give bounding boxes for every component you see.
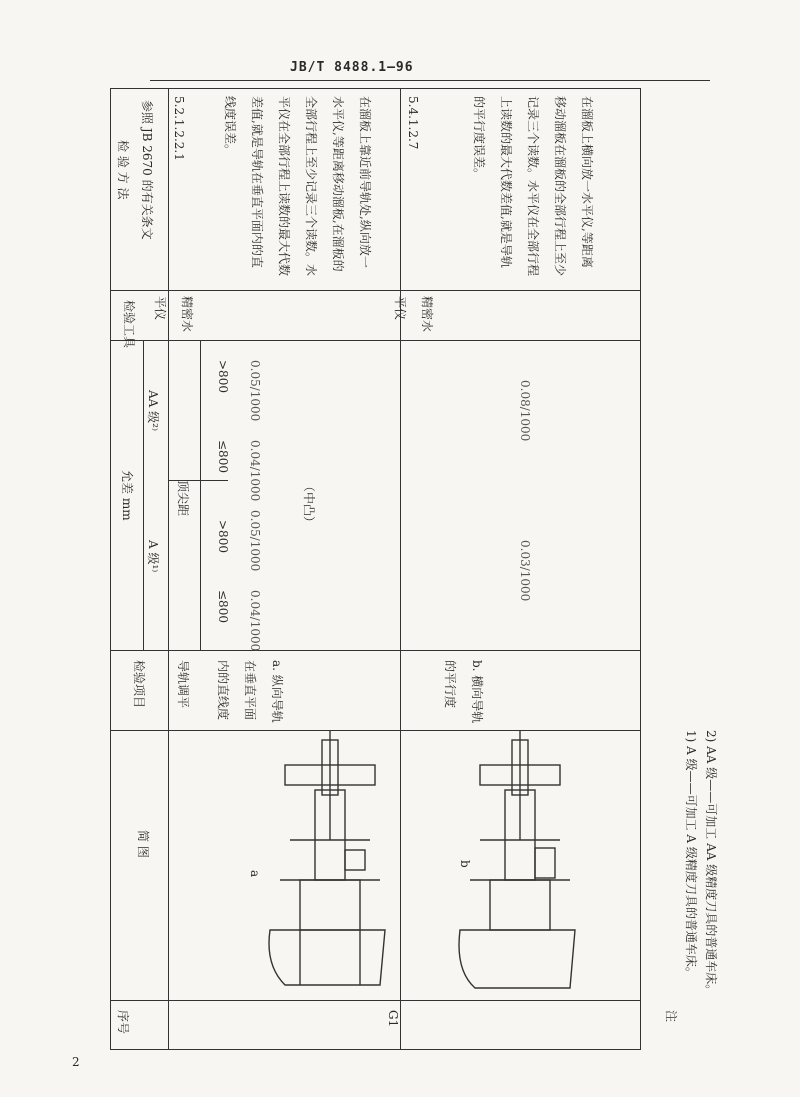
page-number: 2 bbox=[72, 1055, 80, 1069]
header-method-ref: 参照 JB 2670 的有关条文 bbox=[140, 100, 154, 240]
header-grade-a: A 级¹⁾ bbox=[146, 540, 160, 573]
method-a-ref: 5.2.1.2.2.1 bbox=[172, 96, 186, 161]
header-method: 检 验 方 法 bbox=[116, 140, 130, 200]
tol-a-le800: 0.04/1000 bbox=[248, 590, 262, 652]
header-le800-a: ≤800 bbox=[216, 590, 230, 623]
header-center-distance: 顶尖距 bbox=[176, 480, 190, 517]
method-a-text: 在溜板上靠近前导轨处,纵向放一水平仪,等距离移动溜板,在溜板的全部行程上至少记录三个读数。水平仪在全部行程上读数的最大代数差值,就是导轨在垂直平面内的直线度误差。 bbox=[223, 96, 372, 277]
header-tolerance: 允差 mm bbox=[120, 470, 134, 521]
item-b: b. 横向导轨的平行度 bbox=[443, 660, 484, 724]
header-gt800-aa: >800 bbox=[216, 360, 230, 393]
header-le800-aa: ≤800 bbox=[216, 440, 230, 473]
footnote-1: 1) A 级——可加工 A 级精度刀具的普通车床。 bbox=[684, 730, 698, 979]
item-title: 导轨调平 bbox=[176, 660, 190, 709]
header-diagram: 简 图 bbox=[136, 830, 150, 858]
header-rule bbox=[150, 80, 710, 81]
tol-aa-le800: 0.04/1000 bbox=[248, 440, 262, 502]
footnote-label: 注 bbox=[664, 1010, 678, 1023]
tol-b-aa: 0.08/1000 bbox=[518, 380, 532, 442]
method-b-text: 在溜板上横向放一水平仪,等距离移动溜板在溜板的全部行程上至少记录三个读数。水平仪在全部行程上读数的最大代数差值,就是导轨的平行度误差。 bbox=[472, 96, 594, 277]
footnote-2: 2) AA 级——可加工 AA 级精度刀具的普通车床。 bbox=[704, 730, 718, 997]
header-gt800-a: >800 bbox=[216, 520, 230, 553]
header-grade-aa: AA 级²⁾ bbox=[146, 390, 160, 431]
row-number: G1 bbox=[386, 1010, 400, 1028]
tol-note: （中凸） bbox=[302, 480, 316, 529]
header-item: 检验项目 bbox=[132, 660, 146, 709]
tool-b: 精密水平仪 bbox=[393, 296, 434, 333]
diagram-label-a: a bbox=[248, 870, 262, 878]
tol-aa-gt800: 0.05/1000 bbox=[248, 360, 262, 422]
method-b-ref: 5.4.1.2.7 bbox=[406, 96, 420, 150]
tool-a: 精密水平仪 bbox=[153, 296, 194, 333]
header-tool: 检验工具 bbox=[122, 300, 136, 349]
diagram-label-b: b bbox=[458, 860, 472, 868]
header-no: 序号 bbox=[116, 1010, 130, 1035]
diagram-b-lathe bbox=[450, 730, 590, 1000]
tol-a-gt800: 0.05/1000 bbox=[248, 510, 262, 572]
diagram-a-lathe bbox=[260, 730, 400, 1000]
standard-number: JB/T 8488.1—96 bbox=[290, 60, 414, 75]
item-a: a. 纵向导轨在垂直平面内的直线度 bbox=[216, 660, 284, 723]
tol-b-a: 0.03/1000 bbox=[518, 540, 532, 602]
